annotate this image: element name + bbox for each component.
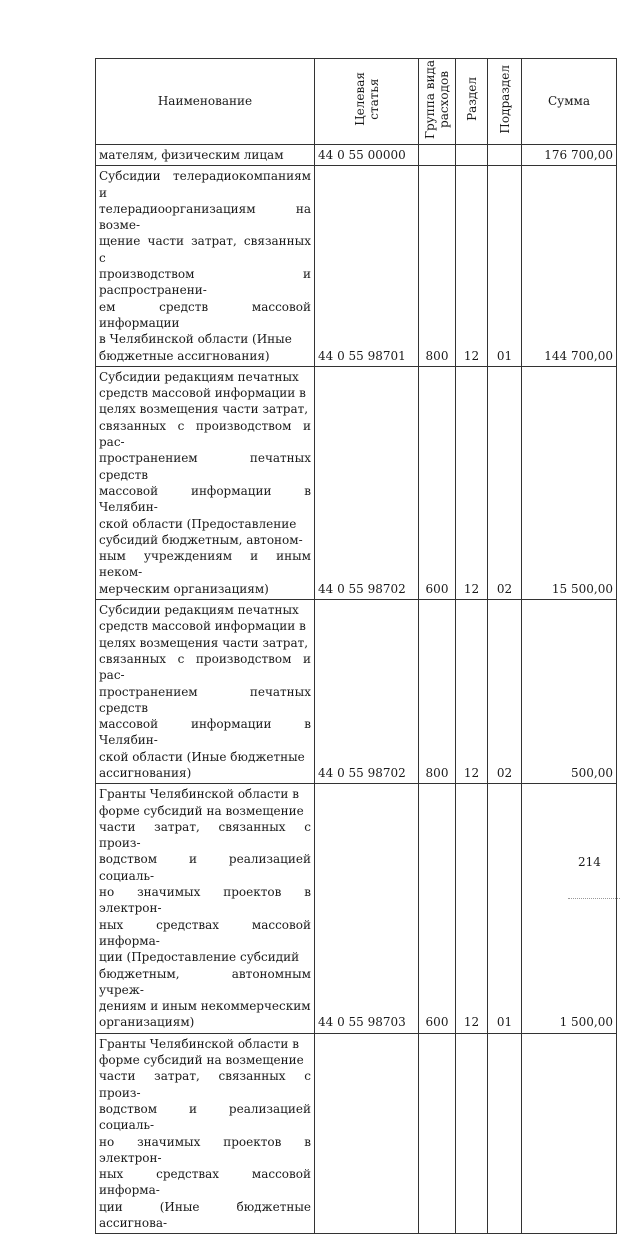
footer-divider [568, 898, 620, 899]
row-subsection-value: 02 [496, 581, 513, 596]
row-name-line: но значимых проектов в электрон- [99, 1134, 311, 1165]
budget-table [95, 58, 617, 1234]
row-section [456, 784, 488, 1033]
row-name-line: телерадиоорганизациям на возме- [99, 201, 311, 233]
row-target [315, 166, 419, 367]
row-sum-value: 176 700,00 [544, 148, 613, 162]
header-subsection-label: Подраздел [497, 65, 512, 134]
header-group-label: Группа вида расходов [423, 59, 451, 139]
row-name-line: части затрат, связанных с произ- [99, 819, 311, 851]
row-section [456, 1033, 488, 1234]
row-name-line: водством и реализацией социаль- [99, 1101, 311, 1133]
row-name-line: массовой информации в Челябин- [99, 717, 311, 748]
row-name-line: массовой информации в Челябин- [99, 483, 311, 515]
row-name-line: бюджетным, автономным учреж- [99, 966, 311, 997]
header-target [315, 59, 419, 145]
row-subsection [488, 366, 522, 599]
row-name-line: ции (Иные бюджетные ассигнова- [99, 1199, 311, 1230]
page-number: 214 [578, 855, 601, 869]
row-name-line: средств массовой информации в [99, 386, 306, 401]
row-section-value: 12 [463, 581, 480, 596]
row-target-value: 44 0 55 98702 [318, 765, 406, 780]
row-section [456, 366, 488, 599]
table-row [96, 784, 617, 1033]
row-name [96, 366, 315, 599]
row-group [419, 145, 456, 166]
row-group-value: 600 [425, 1015, 449, 1030]
row-group [419, 1033, 456, 1234]
row-sum-value: 500,00 [571, 765, 613, 780]
table-body [96, 145, 617, 1234]
row-sum-value: 144 700,00 [544, 348, 613, 363]
row-name-line: в Челябинской области (Иные [99, 332, 292, 347]
row-group-value: 800 [425, 348, 449, 363]
row-target [315, 366, 419, 599]
header-target-label: Целевая статья [352, 72, 381, 127]
row-sum [522, 784, 617, 1033]
header-subsection [488, 59, 522, 145]
row-name-line: но значимых проектов в электрон- [99, 885, 311, 916]
row-target-value: 44 0 55 98701 [318, 348, 406, 363]
row-subsection-value: 01 [496, 1015, 513, 1030]
row-subsection [488, 1033, 522, 1234]
row-target-value: 44 0 55 98702 [318, 581, 406, 596]
row-section [456, 166, 488, 367]
row-name-line: ассигнования) [99, 765, 192, 780]
row-target [315, 1033, 419, 1234]
row-sum [522, 366, 617, 599]
row-name-line: ции (Предоставление субсидий [99, 950, 300, 965]
row-name-line: Субсидии редакциям печатных [99, 369, 299, 384]
row-name-line: дениям и иным некоммерческим [99, 999, 311, 1014]
row-subsection [488, 784, 522, 1033]
header-name: Наименование [96, 59, 315, 145]
table-row [96, 166, 617, 367]
row-sum-value: 1 500,00 [559, 1015, 613, 1030]
row-subsection [488, 166, 522, 367]
row-sum [522, 1033, 617, 1234]
row-sum [522, 600, 617, 784]
row-name-line: организациям) [99, 1015, 195, 1030]
row-name-line: Субсидии редакциям печатных [99, 603, 299, 618]
table-row [96, 366, 617, 599]
row-group [419, 784, 456, 1033]
row-name-line: пространением печатных средств [99, 451, 311, 482]
row-section-value: 12 [463, 765, 480, 780]
header-section [456, 59, 488, 145]
row-name-line: связанных с производством и рас- [99, 418, 311, 450]
row-name [96, 166, 315, 367]
row-name-line: ем средств массовой информации [99, 299, 311, 330]
table-row [96, 145, 617, 166]
row-name-line: производством и распространени- [99, 267, 311, 298]
row-target-value: 44 0 55 00000 [318, 148, 406, 162]
row-name-line: форме субсидий на возмещение [99, 1053, 304, 1068]
row-target-value: 44 0 55 98703 [318, 1015, 406, 1030]
row-name-line: ных средствах массовой информа- [99, 917, 311, 948]
row-sum-value: 15 500,00 [551, 581, 613, 596]
row-name-line: целях возмещения части затрат, [99, 635, 309, 650]
row-group [419, 600, 456, 784]
row-name-line: субсидий бюджетным, автоном- [99, 532, 303, 547]
row-subsection [488, 145, 522, 166]
row-name [96, 1033, 315, 1234]
row-target [315, 145, 419, 166]
row-section [456, 145, 488, 166]
row-name-line: средств массовой информации в [99, 619, 306, 634]
row-target [315, 600, 419, 784]
row-name-line: пространением печатных средств [99, 684, 311, 715]
row-target [315, 784, 419, 1033]
row-name-line: водством и реализацией социаль- [99, 852, 311, 883]
row-group-value: 800 [425, 765, 449, 780]
row-name [96, 784, 315, 1033]
row-name-line: мерческим организациям) [99, 581, 269, 596]
row-subsection-value: 02 [496, 765, 513, 780]
row-name-line: части затрат, связанных с произ- [99, 1069, 311, 1100]
table-row [96, 600, 617, 784]
row-name-line: щение части затрат, связанных с [99, 234, 311, 265]
row-name-line: связанных с производством и рас- [99, 651, 311, 683]
row-name-line: форме субсидий на возмещение [99, 803, 304, 818]
row-sum [522, 145, 617, 166]
row-name-line: мателям, физическим лицам [99, 148, 284, 162]
row-group [419, 366, 456, 599]
row-group [419, 166, 456, 367]
row-section-value: 12 [463, 348, 480, 363]
row-name-line: Субсидии телерадиокомпаниям и [99, 169, 311, 200]
row-section [456, 600, 488, 784]
header-row [96, 59, 617, 145]
row-name-line: ных средствах массовой информа- [99, 1167, 311, 1198]
row-name-line: ным учреждениям и иным неком- [99, 549, 311, 580]
row-name [96, 600, 315, 784]
row-subsection [488, 600, 522, 784]
row-group-value: 600 [425, 581, 449, 596]
row-name-line: Гранты Челябинской области в [99, 787, 299, 802]
header-group [419, 59, 456, 145]
table-row [96, 1033, 617, 1234]
header-section-label: Раздел [464, 77, 479, 122]
row-subsection-value: 01 [496, 348, 513, 363]
row-sum [522, 166, 617, 367]
row-name-line: целях возмещения части затрат, [99, 402, 309, 417]
row-name-line: ской области (Иные бюджетные [99, 749, 305, 764]
row-name-line: бюджетные ассигнования) [99, 348, 270, 363]
row-name-line: ской области (Предоставление [99, 516, 297, 531]
row-section-value: 12 [463, 1015, 480, 1030]
row-name [96, 145, 315, 166]
row-name-line: Гранты Челябинской области в [99, 1036, 299, 1051]
header-sum: Сумма [522, 59, 617, 145]
